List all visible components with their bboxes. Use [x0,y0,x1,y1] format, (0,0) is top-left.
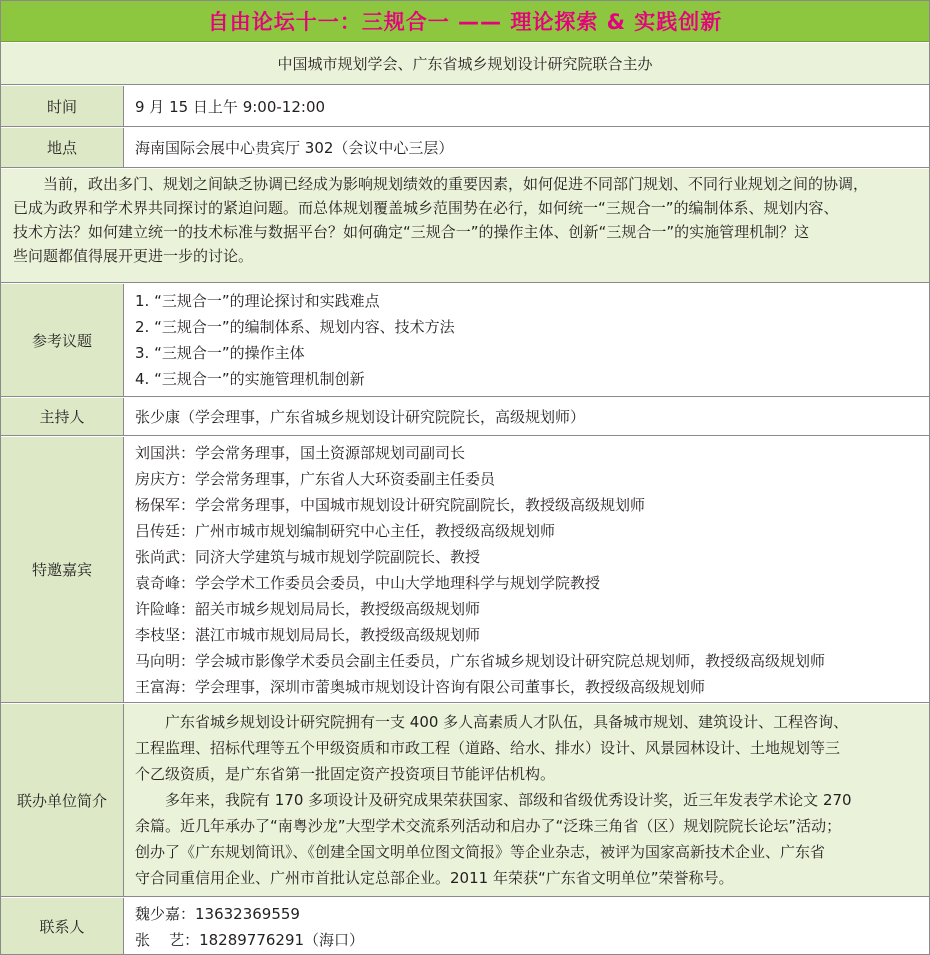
time-row [1,86,929,127]
guest-item: 李枝坚：湛江市城市规划局局长，教授级高级规划师 [135,626,481,644]
guest-item: 杨保军：学会常务理事，中国城市规划设计研究院副院长，教授级高级规划师 [135,496,646,514]
time-label: 时间 [1,86,124,126]
guest-item: 张尚武：同济大学建筑与城市规划学院副院长、教授 [135,548,481,566]
venue-label: 地点 [1,128,124,167]
guest-item: 袁奇峰：学会学术工作委员会委员，中山大学地理科学与规划学院教授 [135,574,601,592]
host-row [1,398,929,436]
contacts-row [1,898,929,954]
organizers-text: 中国城市规划学会、广东省城乡规划设计研究院联合主办 [277,55,653,73]
co-organizer-label: 联办单位简介 [1,704,124,896]
title-banner [1,1,929,42]
topic-item: 3. “三规合一”的操作主体 [135,344,305,362]
page-title: 自由论坛十一：三规合一 —— 理论探索 & 实践创新 [207,10,723,34]
co-organizer-line: 个乙级资质，是广东省第一批固定资产投资项目节能评估机构。 [135,765,556,783]
co-organizer-line: 余篇。近几年承办了“南粤沙龙”大型学术交流系列活动和启办了“泛珠三角省（区）规划院院长论坛”活动； [135,817,842,835]
guest-item: 马向明：学会城市影像学术委员会副主任委员，广东省城乡规划设计研究院总规划师，教授级高级规划师 [135,652,826,670]
co-organizer-row [1,704,929,897]
guests-list [124,437,929,702]
guest-item: 房庆方：学会常务理事，广东省人大环资委副主任委员 [135,470,496,488]
co-organizer-line: 守合同重信用企业、广州市首批认定总部企业。2011 年荣获“广东省文明单位”荣誉称号。 [135,869,734,887]
intro-line: 技术方法？如何建立统一的技术标准与数据平台？如何确定“三规合一”的操作主体、创新“三规合一”的实施管理机制？这 [13,223,810,241]
intro-line: 些问题都值得展开更进一步的讨论。 [13,247,254,265]
guest-item: 许险峰：韶关市城乡规划局局长，教授级高级规划师 [135,600,481,618]
topics-row [1,284,929,397]
topic-item: 2. “三规合一”的编制体系、规划内容、技术方法 [135,318,455,336]
intro-paragraph [1,169,929,283]
topics-list [124,284,929,396]
host-value: 张少康（学会理事，广东省城乡规划设计研究院院长，高级规划师） [124,398,929,435]
topics-label: 参考议题 [1,284,124,396]
intro-line: 已成为政界和学术界共同探讨的紧迫问题。而总体规划覆盖城乡范围势在必行，如何统一“三规合一”的编制体系、规划内容、 [13,199,839,217]
guests-label: 特邀嘉宾 [1,437,124,702]
time-value: 9 月 15 日上午 9:00-12:00 [124,86,929,126]
co-organizer-line: 工程监理、招标代理等五个甲级资质和市政工程（道路、给水、排水）设计、风景园林设计、土地规划等三 [135,739,841,757]
guest-item: 吕传廷：广州市城市规划编制研究中心主任，教授级高级规划师 [135,522,556,540]
contacts-list [124,898,929,954]
co-organizer-line: 多年来，我院有 170 多项设计及研究成果荣获国家、部级和省级优秀设计奖，近三年发表学术论文 270 [165,791,852,809]
guests-row [1,437,929,703]
contacts-label: 联系人 [1,898,124,954]
co-organizer-line: 创办了《广东规划简讯》、《创建全国文明单位图文简报》等企业杂志，被评为国家高新技术企业、广东省 [135,843,826,861]
intro-line: 当前，政出多门、规划之间缺乏协调已经成为影响规划绩效的重要因素，如何促进不同部门规划、不同行业规划之间的协调， [43,175,869,193]
topic-item: 4. “三规合一”的实施管理机制创新 [135,370,365,388]
venue-value: 海南国际会展中心贵宾厅 302（会议中心三层） [124,128,929,167]
host-label: 主持人 [1,398,124,435]
contact-item: 魏少嘉：13632369559 [135,905,300,923]
venue-row [1,128,929,168]
topic-item: 1. “三规合一”的理论探讨和实践难点 [135,292,380,310]
co-organizer-line: 广东省城乡规划设计研究院拥有一支 400 多人高素质人才队伍，具备城市规划、建筑设计、工程咨询、 [165,713,849,731]
contact-item: 张 艺：18289776291（海口） [135,931,365,949]
guest-item: 刘国洪：学会常务理事，国土资源部规划司副司长 [135,444,466,462]
organizers-row [1,43,929,85]
guest-item: 王富海：学会理事，深圳市蕾奥城市规划设计咨询有限公司董事长，教授级高级规划师 [135,678,706,696]
co-organizer-text [124,704,929,896]
